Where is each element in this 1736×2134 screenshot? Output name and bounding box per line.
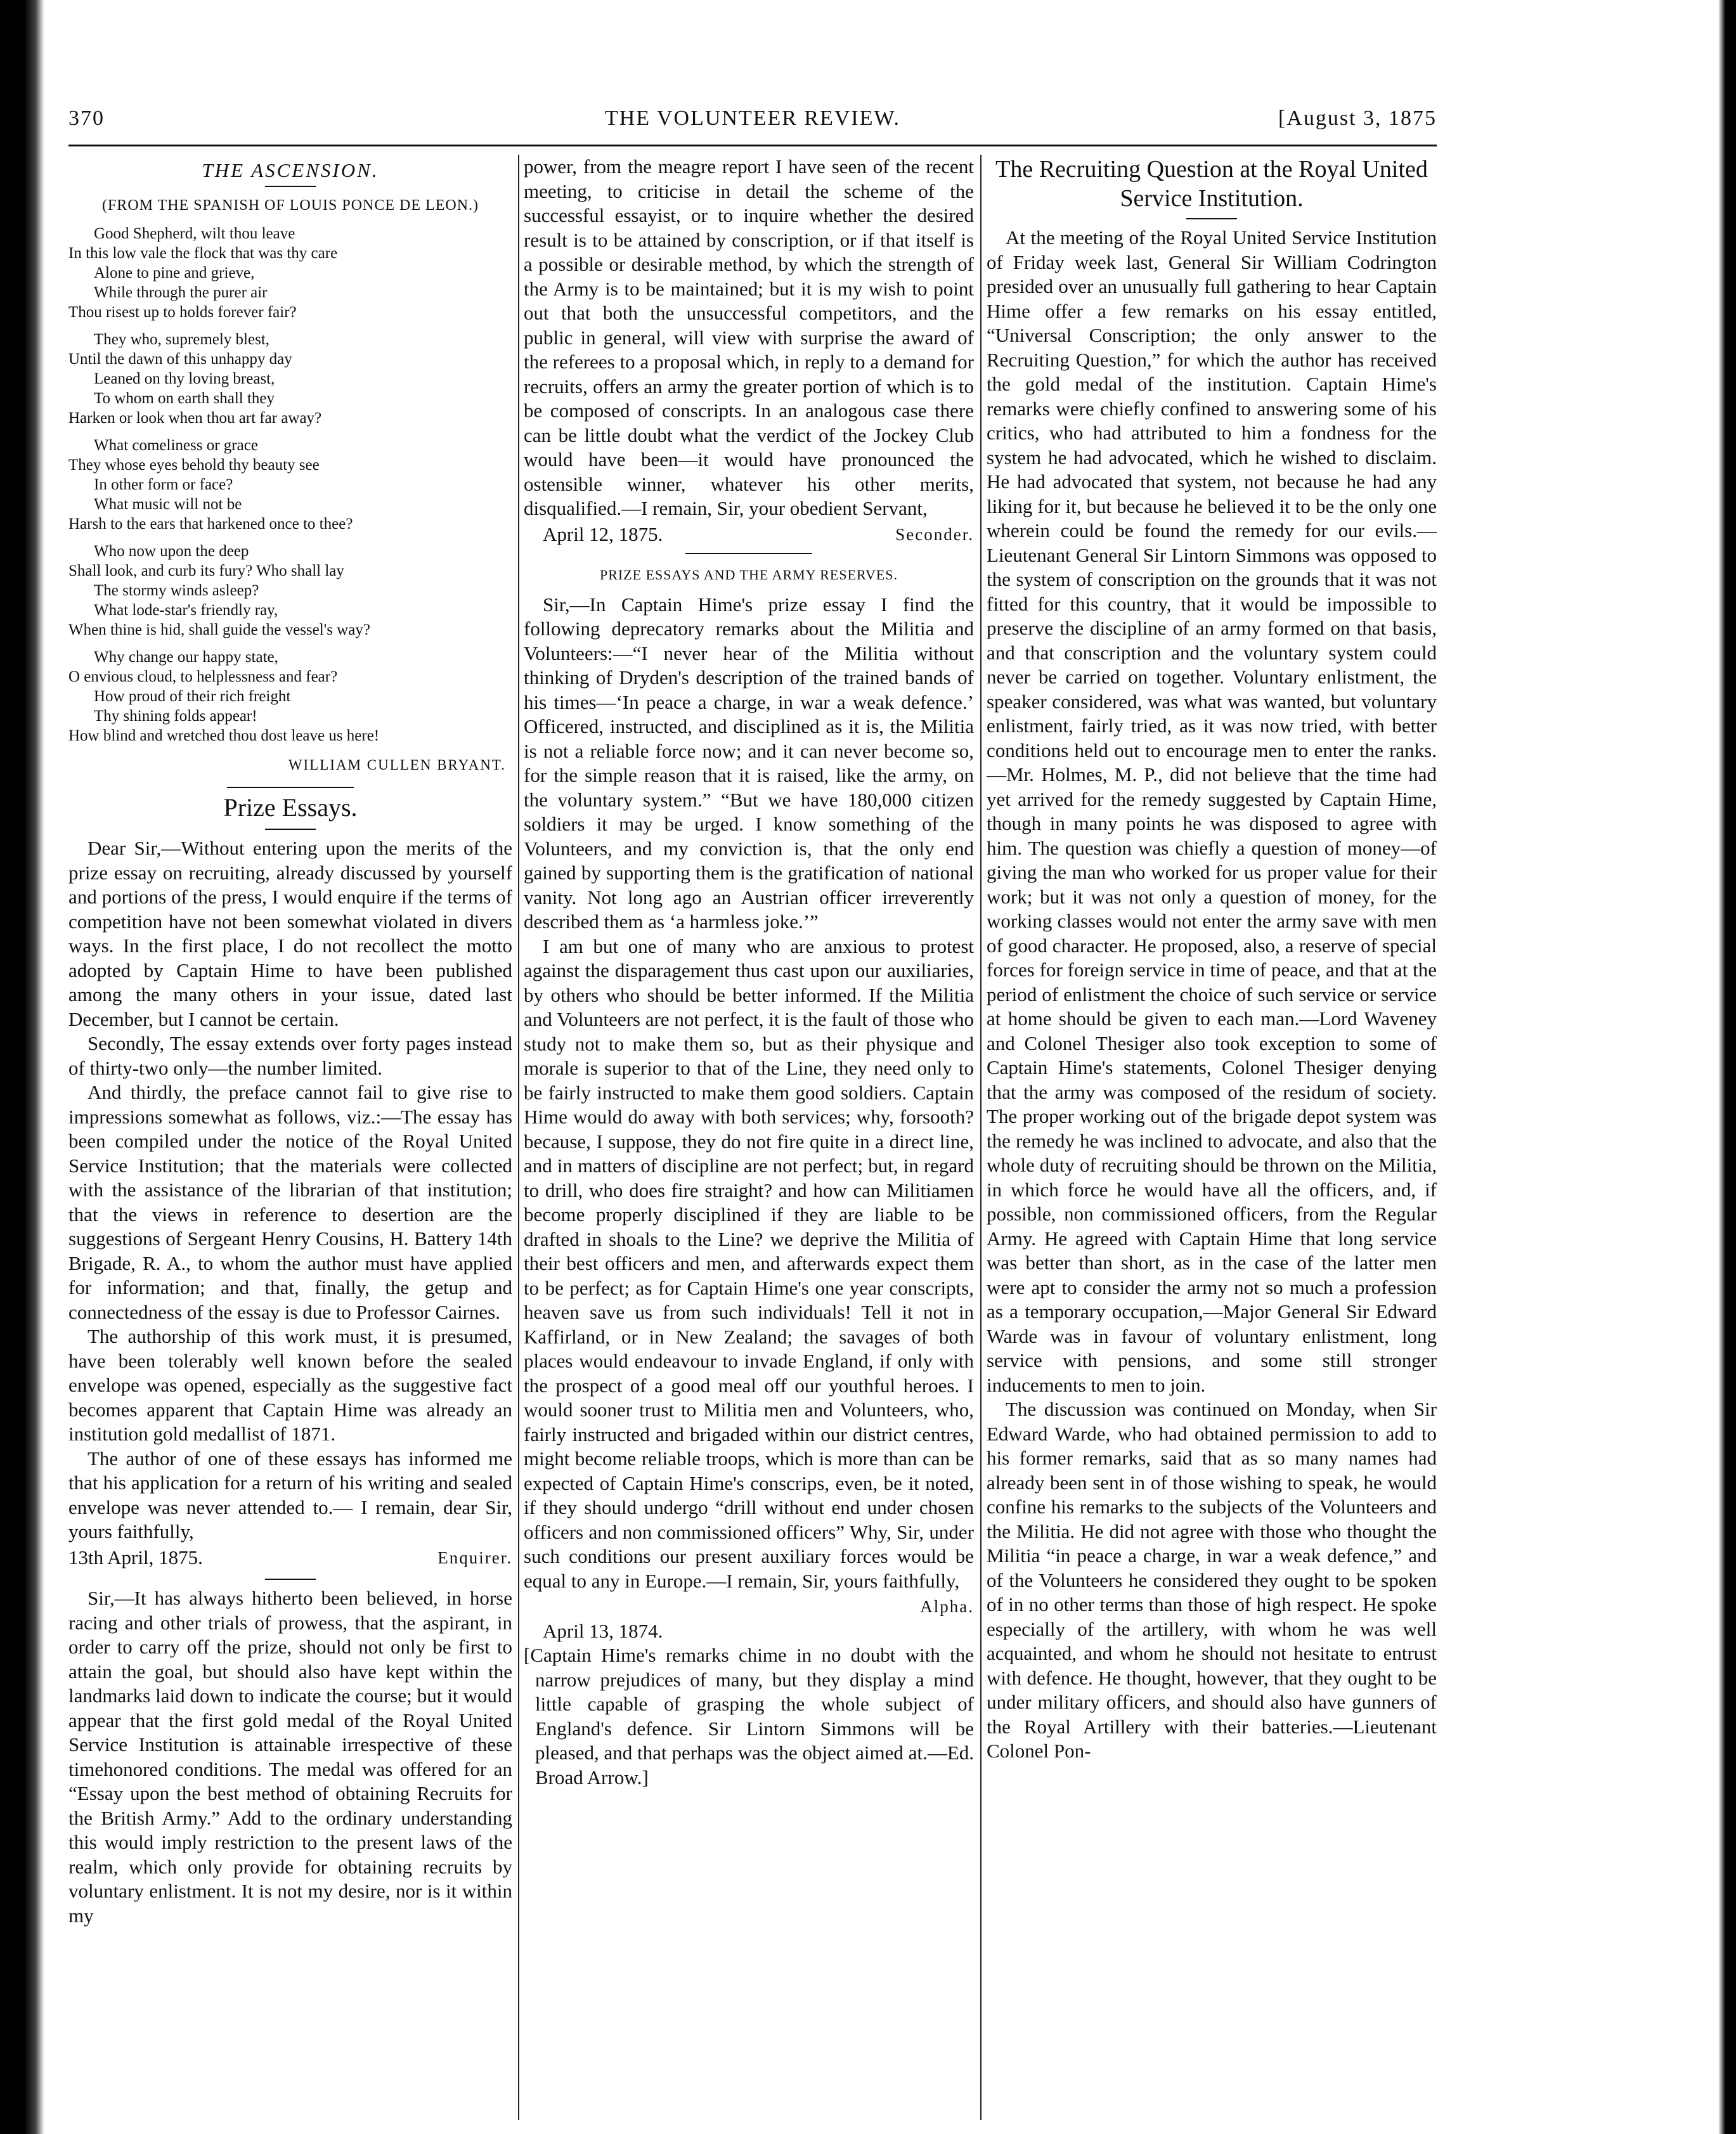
letter-paragraph: power, from the meagre report I have seen of the recent meeting, to criticise in detail the scheme of the successful essayist, or to inquire whether the desired result is to be attained by conscription, or if that itself is a possible or desirable method, by which the strength of the Army is to be maintained; but it is my wish to point out that both the unsuccessful competitors, and the public in general, will view with surprise the award of the referees to a proposal which, in reply to a demand for recruits, offers an army the greater portion of which is to be composed of conscripts. In an analogous case there can be little doubt what the verdict of the Jockey Club would have been—it would have pronounced the ostensible winner, whatever his other merits, disqualified.—I remain, Sir, your obedient Servant,	[524, 155, 974, 519]
divider	[265, 1579, 316, 1580]
letter-signoff	[68, 1546, 512, 1570]
poem-stanza	[68, 541, 512, 640]
masthead: THE VOLUNTEER REVIEW.	[604, 107, 900, 130]
poem-line: Harsh to the ears that harkened once to thee?	[68, 515, 353, 533]
divider	[265, 829, 316, 830]
poem-line: What lode-star's friendly ray,	[94, 602, 278, 619]
poem-body	[68, 224, 512, 746]
article-paragraph: I am but one of many who are anxious to protest against the disparagement thus cast upon our auxiliaries, by others who should be better informed. If the Militia and Volunteers are not perfect, it is the fault of those who study not to make them so, but as their physique and morale is superior to that of the Line, they need only to be fairly instructed to make them good soldiers. Captain Hime would do away with both services; why, forsooth? because, I suppose, they do not fire quite in a direct line, and in matters of discipline are not perfect; but, in regard to drill, who does fire straight? and how can Militiamen become properly disciplined if they are liable to be drafted in shoals to the Line? we deprive the Militia of their best officers and men, and afterwards expect them to be perfect; as for Captain Hime's one year conscripts, heaven save us from such individuals! Tell it not in Kaffirland, or in New Zealand; the savages of both places would endeavour to invade England, if only with the prospect of a good meal off our youthful heroes. I would sooner trust to Militia men and Volunteers, who, fairly instructed and brigaded within our district centres, might become reliable troops, which is more than can be expected of Captain Hime's conscrips, even, be it noted, if they should undergo “drill without end under chosen officers and non commissioned officers” Why, Sir, under such conditions our present auxiliary forces would be equal to any in Europe.—I remain, Sir, yours faithfully,	[524, 934, 974, 1592]
letter-signature: Seconder.	[895, 524, 974, 544]
column-1	[68, 155, 512, 2120]
poem-line: What music will not be	[94, 496, 242, 513]
poem-line: Until the dawn of this unhappy day	[68, 351, 292, 368]
letter-signoff	[524, 522, 974, 547]
letter-date: 13th April, 1875.	[68, 1546, 203, 1568]
poem-stanza	[68, 436, 512, 534]
poem-line: Thy shining folds appear!	[94, 708, 257, 725]
letter-paragraph: And thirdly, the preface cannot fail to give rise to impressions somewhat as follows, viz.:—The essay has been compiled under the notice of the Royal United Service Institution; that the materials were collected with the assistance of the librarian of that institution; that the views in reference to desertion are the suggestions of Sergeant Henry Cousins, H. Battery 14th Brigade, R. A., to whom the author must have applied for information; and that, finally, the getup and connectedness of the essay is due to Professor Cairnes.	[68, 1081, 512, 1323]
poem-line: In this low vale the flock that was thy care	[68, 245, 338, 262]
letter-paragraph: Dear Sir,—Without entering upon the merits of the prize essay on recruiting, already discussed by yourself and portions of the press, I would enquire if the terms of competition have not been somewhat violated in divers ways. In the first place, I do not recollect the motto adopted by Captain Hime to have been published among the many others in your issue, dated last December, but I cannot be certain.	[68, 837, 512, 1030]
section-heading-prize-essays: Prize Essays.	[223, 792, 358, 822]
section-heading-army-reserves: PRIZE ESSAYS AND THE ARMY RESERVES.	[599, 567, 898, 583]
column-3	[987, 155, 1437, 2120]
poem-line: Why change our happy state,	[94, 649, 278, 666]
poem-title: THE ASCENSION.	[202, 159, 379, 181]
poem-line: Thou risest up to holds forever fair?	[68, 304, 297, 321]
scan-right-edge	[1718, 0, 1736, 2134]
letter-signoff	[524, 1594, 974, 1619]
poem-line: Alone to pine and grieve,	[94, 264, 255, 281]
poem-stanza	[68, 224, 512, 322]
poem-line: They whose eyes behold thy beauty see	[68, 456, 320, 474]
poem-stanza	[68, 647, 512, 746]
poem-line: O envious cloud, to helplessness and fear?	[68, 668, 338, 685]
poem-line: Leaned on thy loving breast,	[94, 370, 275, 387]
column-rule	[980, 155, 981, 2120]
header-rule	[68, 145, 1437, 146]
letter-date: April 12, 1875.	[543, 522, 663, 545]
section-heading-recruiting: The Recruiting Question at the Royal United Service Institution.	[995, 156, 1428, 212]
column-2	[524, 155, 974, 2120]
poem-line: When thine is hid, shall guide the vessel's way?	[68, 621, 370, 638]
letter-paragraph: Secondly, The essay extends over forty pages instead of thirty-two only—the number limited.	[68, 1032, 512, 1079]
divider	[265, 186, 316, 187]
letter-signature: Enquirer.	[437, 1548, 512, 1567]
letter-paragraph: The authorship of this work must, it is presumed, have been tolerably well known before the sealed envelope was opened, especially as the suggestive fact becomes apparent that Captain Hime was already an institution gold medallist of 1871.	[68, 1325, 512, 1445]
poem-line: How proud of their rich freight	[94, 688, 291, 705]
letter-date: April 13, 1874.	[543, 1619, 663, 1642]
article-paragraph: Sir,—In Captain Hime's prize essay I find the following deprecatory remarks about the Militia and Volunteers:—“I never hear of the Militia without thinking of Dryden's description of the trained bands of his times—‘In peace a charge, in war a weak defence.’ Officered, instructed, and disciplined as it is, the Militia is not a reliable force now; and it can never become so, for the simple reason that it is raised, like the army, on the voluntary system.” “But we have 180,000 citizen soldiers it may be urged. I know something of the Volunteers, and my conviction is, that the only end gained by supporting them is the gratification of national vanity. Not long ago an Austrian officer irreverently described them as ‘a harmless joke.’”	[524, 593, 974, 933]
poem-source: (FROM THE SPANISH OF LOUIS PONCE DE LEON.)	[101, 197, 479, 214]
poem-stanza	[68, 330, 512, 428]
page-number: 370	[68, 107, 105, 130]
poem-line: How blind and wretched thou dost leave us here!	[68, 727, 380, 744]
editor-note-text: [Captain Hime's remarks chime in no doubt with the narrow prejudices of many, but they display a mind little capable of grasping the whole subject of England's defence. Sir Lintorn Simmons will be pleased, and that perhaps was the object aimed at.—Ed. Broad Arrow.]	[524, 1644, 974, 1788]
poem-line: Good Shepherd, wilt thou leave	[94, 225, 295, 242]
poem-line: Shall look, and curb its fury? Who shall lay	[68, 562, 344, 579]
poem-line: While through the purer air	[94, 284, 268, 301]
poem-line: Who now upon the deep	[94, 543, 249, 560]
page-header	[68, 107, 1437, 138]
issue-date: [August 3, 1875	[1278, 107, 1437, 130]
poem-line: To whom on earth shall they	[94, 390, 275, 407]
divider	[227, 787, 354, 788]
article-paragraph: At the meeting of the Royal United Service Institution of Friday week last, General Sir William Codrington presided over an unusually full gathering to hear Captain Hime offer a few remarks on his essay entitled, “Universal Conscription; the only answer to the Recruiting Question,” for which the author has received the gold medal of the institution. Captain Hime's remarks were chiefly confined to answering some of his critics, who had attributed to him a fondness for the system he had advocated, which he wished to disclaim. He had advocated that system, not because he had any liking for it, but because he believed it to be the only one wherein could be found the remedy for our evils.— Lieutenant General Sir Lintorn Simmons was opposed to the system of conscription on the grounds that it was not fitted for this country, that it would be impossible to preserve the discipline of an army formed on that basis, and that conscription and the voluntary system could never be carried on together. Voluntary enlistment, the speaker considered, was what was wanted, but voluntary enlistment, fairly tried, as it was now tried, with better conditions held out to encourage men to enter the ranks.—Mr. Holmes, M. P., did not believe that the time had yet arrived for the remedy suggested by Captain Hime, though in many points he was disposed to agree with him. The question was chiefly a question of money—of giving the man who worked for us proper value for their work; but it was not only a question of money, for the working classes would not enter the army save with men of good character. He proposed, also, a reserve of special forces for foreign service in time of peace, and that at the period of enlistment the choice of such service or service at home should be given to each man.—Lord Waveney and Colonel Thesiger also took exception to some of Captain Hime's statements, Colonel Thesiger denying that the army was composed of the residum of society. The proper working out of the brigade depot system was the remedy he was inclined to advocate, and also that the whole duty of recruiting should be thrown on the Militia, in which force he would have all the officers, and, if possible, non commissioned officers, from the Regular Army. He agreed with Captain Hime that long service was better than short, as in the case of the latter men were apt to consider the army not so much a profession as a temporary occupation,—Major General Sir Edward Warde was in favour of voluntary enlistment, long service with pensions, and some still stronger inducements to men to join.	[987, 226, 1437, 1396]
poem-line: In other form or face?	[94, 476, 233, 493]
divider	[685, 553, 812, 554]
poem-line: The stormy winds asleep?	[94, 582, 259, 599]
divider	[1186, 218, 1237, 219]
letter-signature: Alpha.	[920, 1597, 974, 1616]
scan-left-edge	[0, 0, 44, 2134]
letter-paragraph: Sir,—It has always hitherto been believed, in horse racing and other trials of prowess, that the aspirant, in order to carry off the prize, should not only be first to attain the goal, but should also have kept within the landmarks laid down to indicate the course; but it would appear that the first gold medal of the Royal United Service Institution is attainable irrespective of these timehonored conditions. The medal was offered for an “Essay upon the best method of obtaining Recruits for the British Army.” Add to the ordinary understanding this would imply restriction to the present laws of the realm, which only provide for obtaining recruits by voluntary enlistment. It is not my desire, nor is it within my	[68, 1587, 512, 1927]
article-paragraph: The discussion was continued on Monday, when Sir Edward Warde, who had obtained permission to add to his former remarks, said that as so many names had already been sent in of those wishing to speak, he would confine his remarks to the subjects of the Volunteers and the Militia. He did not agree with those who thought the Militia “in peace a charge, in war a weak defence,” and of the Volunteers he considered they ought to be spoken of in no other terms than those of high respect. He spoke especially of the artillery, with whom he was well acquainted, and whom he should not hesitate to entrust with defence. He thought, however, that they ought to be under military officers, and should also have gunners of the Royal Artillery with their batteries.—Lieutenant Colonel Pon-	[987, 1398, 1437, 1762]
poem-line: Harken or look when thou art far away?	[68, 410, 322, 427]
poem-line: What comeliness or grace	[94, 437, 258, 454]
column-rule	[518, 155, 519, 2120]
poem-line: They who, supremely blest,	[94, 331, 270, 348]
letter-paragraph: The author of one of these essays has informed me that his application for a return of his writing and sealed envelope was never attended to.— I remain, dear Sir, yours faithfully,	[68, 1447, 512, 1542]
editorial-note	[524, 1643, 974, 1790]
poem-author: WILLIAM CULLEN BRYANT.	[288, 757, 506, 773]
